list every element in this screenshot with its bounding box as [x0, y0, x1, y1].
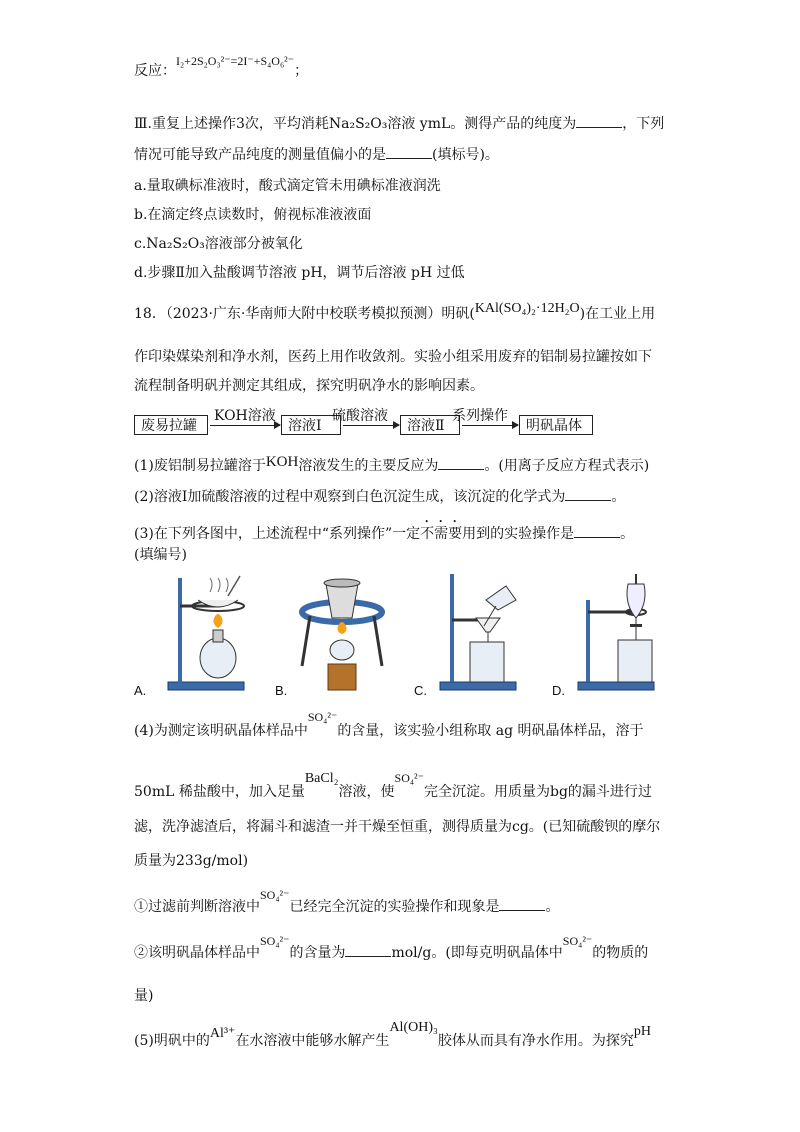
p2-text-b: 。 — [611, 489, 626, 505]
p4-text-c: 50mL 稀盐酸中，加入足量 — [134, 784, 305, 800]
apparatus-a-evaporation — [158, 570, 248, 696]
reaction-label: 反应： — [134, 63, 176, 79]
flow-box-solution-2: 溶液Ⅱ — [400, 415, 460, 435]
question-3-line-2 — [134, 146, 499, 164]
part-4-line-2 — [134, 771, 652, 802]
flow-label-h2so4: 硫酸溶液 — [332, 408, 388, 424]
answer-blank — [565, 488, 611, 501]
c1-text-a: ①过滤前判断溶液中 — [134, 899, 260, 915]
question-18-line-2: 作印染媒染剂和净水剂，医药上用作收敛剂。实验小组采用废弃的铝制易拉罐按如下 — [134, 349, 652, 365]
p1-text-a: (1)废铝制易拉罐溶于 — [134, 458, 266, 474]
q18-text-b: )在工业上用 — [579, 306, 656, 322]
flow-label-series: 系列操作 — [452, 408, 508, 424]
sulfate-formula: SO₄²⁻ — [562, 934, 593, 948]
q3-text-b: ，下列 — [622, 116, 665, 132]
part-5 — [134, 1020, 651, 1051]
flow-box-cans: 废易拉罐 — [134, 415, 208, 435]
part-4-line-3: 滤，洗净滤渣后，将漏斗和滤渣一并干燥至恒重，测得质量为cg。(已知硫酸钡的摩尔 — [134, 819, 661, 835]
apparatus-c-filtration — [436, 570, 526, 696]
label-a: A. — [134, 683, 147, 698]
alum-formula: KAl(SO₄)₂·12H₂O — [474, 301, 580, 316]
flow-label-koh: KOH溶液 — [214, 408, 276, 424]
part-3 — [134, 518, 634, 543]
flow-arrow-series — [462, 425, 518, 426]
question-18-line-3: 流程制备明矾并测定其组成，探究明矾净水的影响因素。 — [134, 378, 484, 394]
flow-arrow-koh — [210, 425, 280, 426]
apparatus-b-crucible — [292, 570, 392, 696]
c1-text-c: 。 — [545, 899, 560, 915]
part-4-line-1 — [134, 710, 644, 740]
part-2 — [134, 488, 625, 506]
answer-blank — [438, 457, 484, 470]
al3-formula: Al³⁺ — [209, 1026, 236, 1041]
part-4-item-1 — [134, 888, 560, 916]
part-4-line-4: 质量为233g/mol) — [134, 853, 249, 869]
apparatus-d-separatory-funnel — [574, 570, 664, 696]
q3-text-d: (填标号)。 — [432, 147, 499, 163]
p3-text-a: (3)在下列各图中，上述流程中“系列操作”一定 — [134, 526, 421, 542]
answer-blank — [499, 898, 545, 911]
reaction-end: ； — [294, 63, 309, 79]
part-1 — [134, 454, 650, 475]
ph-text: pH — [633, 1024, 651, 1039]
option-b: b.在滴定终点读数时，俯视标准液液面 — [134, 207, 372, 223]
koh-formula: KOH — [265, 454, 299, 470]
question-18-line-1 — [134, 301, 656, 324]
reaction-equation: I₂+2S₂O₃²⁻=2I⁻+S₄O₆²⁻ — [176, 54, 295, 68]
p1-text-c: 。(用离子反应方程式表示) — [484, 458, 650, 474]
p1-text-b: 溶液发生的主要反应为 — [298, 458, 439, 474]
q3-text-a: Ⅲ.重复上述操作3次，平均消耗Na₂S₂O₃溶液 ymL。测得产品的纯度为 — [134, 116, 577, 132]
flow-box-alum: 明矾晶体 — [519, 415, 593, 435]
q18-text-a: 18．（2023·广东·华南师大附中校联考模拟预测）明矾( — [134, 306, 475, 322]
flow-box-solution-1: 溶液Ⅰ — [281, 415, 341, 435]
p4-text-b: 的含量，该实验小组称取 ag 明矾晶体样品，溶于 — [337, 723, 644, 739]
q3-text-c: 情况可能导致产品纯度的测量值偏小的是 — [134, 147, 386, 163]
c2-text-d: 的物质的 — [592, 945, 649, 961]
p2-text-a: (2)溶液Ⅰ加硫酸溶液的过程中观察到白色沉淀生成，该沉淀的化学式为 — [134, 489, 566, 505]
sulfate-formula: SO₄²⁻ — [307, 710, 338, 724]
p3-text-b: 用到的实验操作是 — [462, 526, 575, 542]
option-d: d.步骤Ⅱ加入盐酸调节溶液 pH，调节后溶液 pH 过低 — [134, 265, 465, 281]
p4-text-a: (4)为测定该明矾晶体样品中 — [134, 723, 308, 739]
c2-text-a: ②该明矾晶体样品中 — [134, 945, 260, 961]
question-3-line-1 — [134, 115, 664, 133]
answer-blank — [345, 944, 391, 957]
reaction-line — [134, 54, 309, 80]
aloh3-formula: Al(OH)₃ — [389, 1020, 438, 1035]
emphasis-text: 不需要 — [420, 526, 463, 542]
option-c: c.Na₂S₂O₃溶液部分被氧化 — [134, 236, 303, 252]
part-4-item-2-cont: 量) — [134, 988, 154, 1004]
part-3-note: (填编号) — [134, 547, 187, 563]
bacl2-formula: BaCl₂ — [304, 771, 339, 786]
sulfate-formula: SO₄²⁻ — [394, 771, 424, 785]
flow-arrow-h2so4 — [343, 425, 399, 426]
p3-text-c: 。 — [620, 526, 635, 542]
answer-blank — [386, 146, 432, 159]
sulfate-formula: SO₄²⁻ — [260, 934, 290, 948]
label-c: C. — [414, 683, 427, 698]
option-a: a.量取碘标准液时，酸式滴定管未用碘标准液润洗 — [134, 178, 441, 194]
p5-text-a: (5)明矾中的 — [134, 1033, 210, 1049]
c2-text-b: 的含量为 — [289, 945, 346, 961]
p5-text-b: 在水溶液中能够水解产生 — [235, 1033, 390, 1049]
label-d: D. — [552, 683, 565, 698]
p5-text-c: 胶体从而具有净水作用。为探究 — [437, 1033, 634, 1049]
sulfate-formula: SO₄²⁻ — [260, 888, 290, 902]
answer-blank — [576, 115, 622, 128]
label-b: B. — [275, 683, 288, 698]
part-4-item-2 — [134, 934, 649, 962]
c1-text-b: 已经完全沉淀的实验操作和现象是 — [289, 899, 500, 915]
answer-blank — [574, 525, 620, 538]
c2-text-c: mol/g。(即每克明矾晶体中 — [391, 945, 563, 961]
p4-text-d: 溶液，使 — [338, 784, 395, 800]
process-flow-diagram — [134, 408, 604, 439]
p4-text-e: 完全沉淀。用质量为bg的漏斗进行过 — [423, 784, 652, 800]
